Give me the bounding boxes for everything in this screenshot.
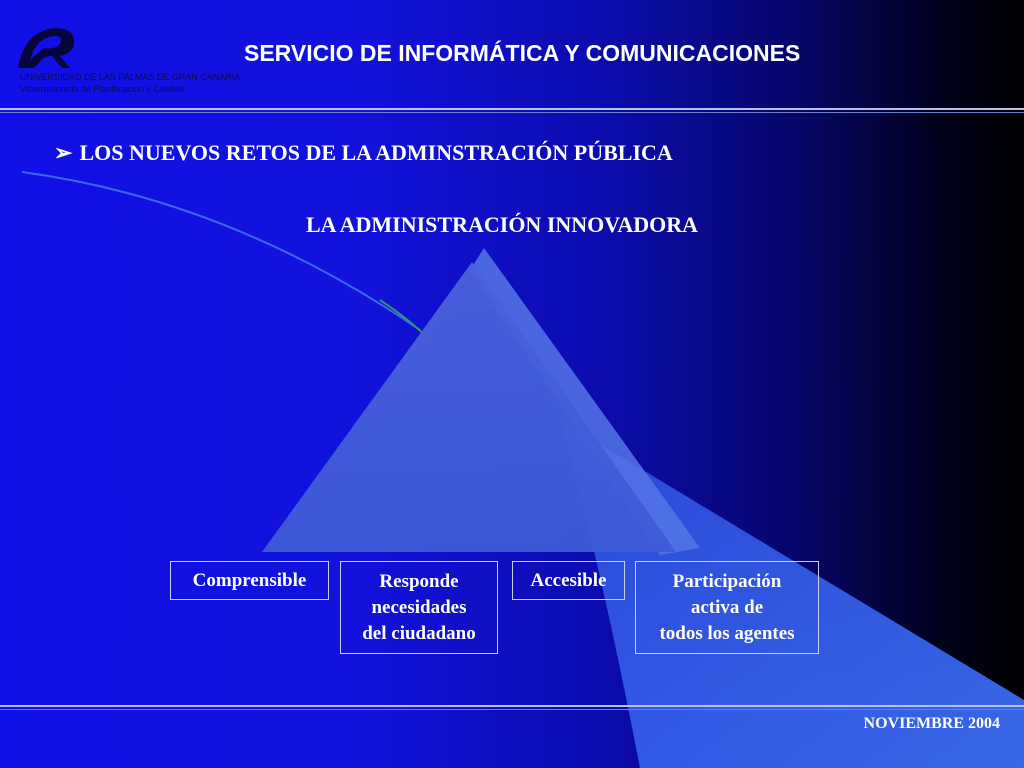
- value-box-participacion: Participación activa de todos los agentes: [635, 561, 819, 654]
- pyramid-shape: [262, 262, 676, 552]
- value-box-accesible: Accesible: [512, 561, 625, 600]
- value-box-responde: Responde necesidades del ciudadano: [340, 561, 498, 654]
- background-arc: [22, 172, 420, 330]
- header-title: SERVICIO DE INFORMÁTICA Y COMUNICACIONES: [244, 40, 801, 66]
- value-box-comprensible: Comprensible: [170, 561, 329, 600]
- university-logo: [14, 22, 254, 102]
- footer-divider: [0, 705, 1024, 707]
- university-logo-icon: [14, 22, 94, 72]
- footer-divider-thin: [0, 709, 1024, 710]
- bullet-heading-text: LOS NUEVOS RETOS DE LA ADMINSTRACIÓN PÚBLICA: [79, 140, 673, 165]
- header-divider: [0, 108, 1024, 110]
- header-divider-thin: [0, 112, 1024, 113]
- arrowhead-bullet-icon: ➢: [54, 140, 73, 165]
- logo-vicerrectorado: Vicerrectorado de Planificación y Calidad: [20, 84, 184, 94]
- logo-university-name: UNIVERSIDAD DE LAS PALMAS DE GRAN CANARIA: [20, 72, 241, 82]
- bullet-heading: [54, 140, 673, 166]
- slide-subtitle: LA ADMINISTRACIÓN INNOVADORA: [306, 212, 698, 237]
- footer-date: NOVIEMBRE 2004: [863, 715, 1000, 732]
